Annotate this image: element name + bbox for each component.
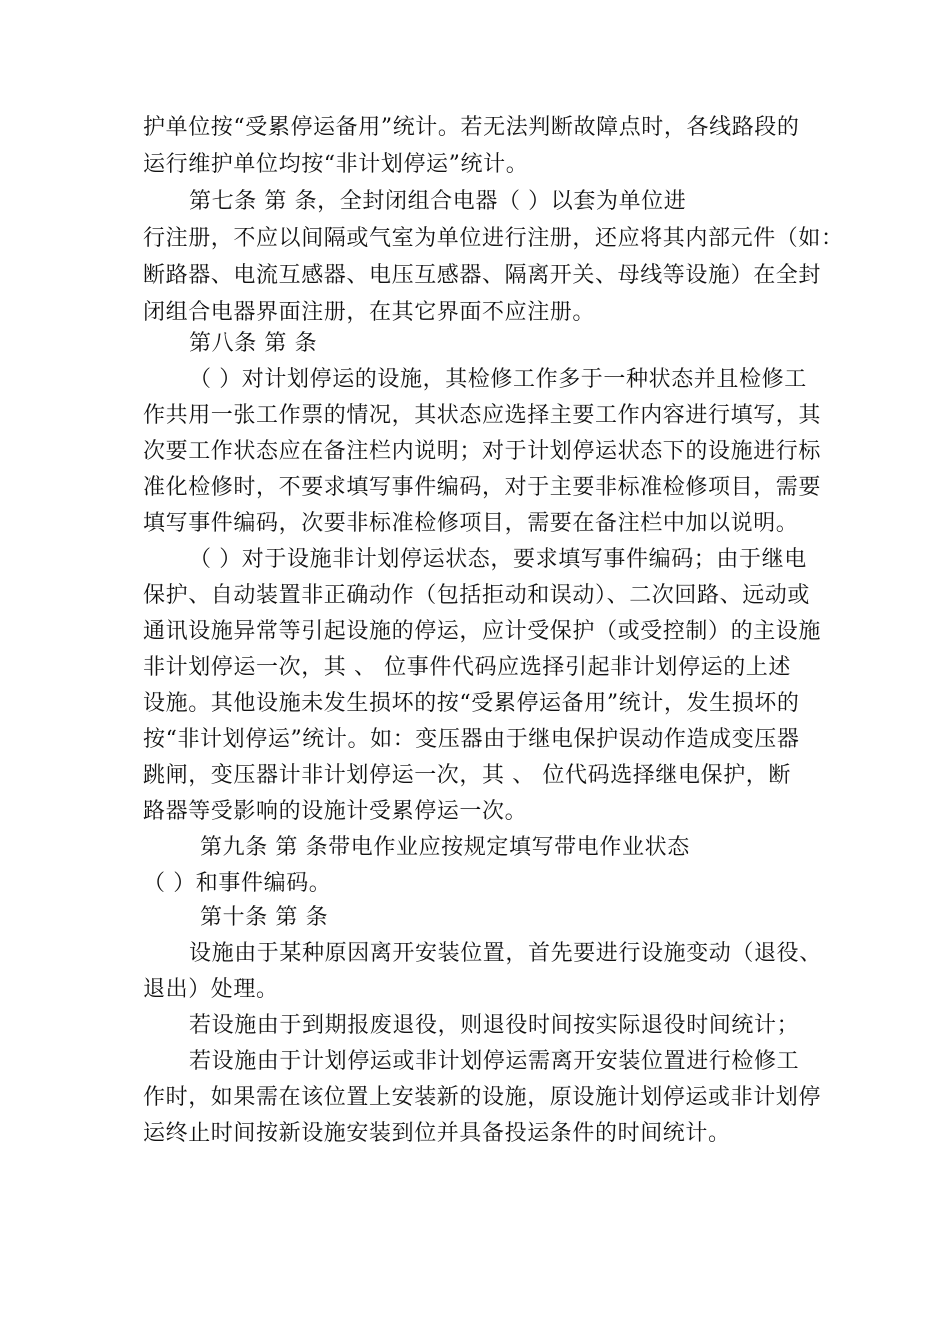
item-paragraph-start: （ ）对计划停运的设施，其检修工作多于一种状态并且检修工 <box>189 367 807 392</box>
text-line: 断路器、电流互感器、电压互感器、隔离开关、母线等设施）在全封 <box>143 263 822 288</box>
paragraph-start: 若设施由于计划停运或非计划停运需离开安装位置进行检修工 <box>189 1049 800 1074</box>
text-line: 通讯设施异常等引起设施的停运，应计受保护（或受控制）的主设施 <box>143 619 822 644</box>
article-9-heading: 第九条 第 条带电作业应按规定填写带电作业状态 <box>200 835 690 860</box>
text-line: 非计划停运一次，其 、 位事件代码应选择引起非计划停运的上述 <box>143 655 791 680</box>
text-line: 保护、自动装置非正确动作（包括拒动和误动）、二次回路、远动或 <box>143 583 811 608</box>
text-line: 退出）处理。 <box>143 977 279 1002</box>
text-line: 设施。其他设施未发生损坏的按“受累停运备用”统计，发生损坏的 <box>143 691 800 716</box>
text-line: 运行维护单位均按“非计划停运”统计。 <box>143 152 529 177</box>
article-8-heading: 第八条 第 条 <box>189 331 318 356</box>
text-line: 作时，如果需在该位置上安装新的设施，原设施计划停运或非计划停 <box>143 1085 822 1110</box>
text-line: 填写事件编码，次要非标准检修项目，需要在备注栏中加以说明。 <box>143 511 799 536</box>
text-line: 按“非计划停运”统计。如：变压器由于继电保护误动作造成变压器 <box>143 727 800 752</box>
text-line: 跳闸，变压器计非计划停运一次，其 、 位代码选择继电保护，断 <box>143 763 791 788</box>
paragraph-start: 设施由于某种原因离开安装位置，首先要进行设施变动（退役、 <box>189 941 822 966</box>
article-10-heading: 第十条 第 条 <box>200 905 329 930</box>
text-line: 闭组合电器界面注册，在其它界面不应注册。 <box>143 300 596 325</box>
text-line: 准化检修时，不要求填写事件编码，对于主要非标准检修项目，需要 <box>143 475 822 500</box>
article-7-heading: 第七条 第 条，全封闭组合电器（ ）以套为单位进 <box>189 189 687 214</box>
item-paragraph-start: （ ）对于设施非计划停运状态，要求填写事件编码；由于继电 <box>189 547 807 572</box>
text-line: （ ）和事件编码。 <box>143 871 332 896</box>
text-line: 作共用一张工作票的情况，其状态应选择主要工作内容进行填写，其 <box>143 403 822 428</box>
text-line: 运终止时间按新设施安装到位并具备投运条件的时间统计。 <box>143 1121 731 1146</box>
text-line: 次要工作状态应在备注栏内说明；对于计划停运状态下的设施进行标 <box>143 439 822 464</box>
paragraph-start: 若设施由于到期报废退役，则退役时间按实际退役时间统计； <box>189 1013 800 1038</box>
text-line: 行注册，不应以间隔或气室为单位进行注册，还应将其内部元件（如： <box>143 226 844 251</box>
text-line: 护单位按“受累停运备用”统计。若无法判断故障点时，各线路段的 <box>143 115 800 140</box>
text-line: 路器等受影响的设施计受累停运一次。 <box>143 799 528 824</box>
